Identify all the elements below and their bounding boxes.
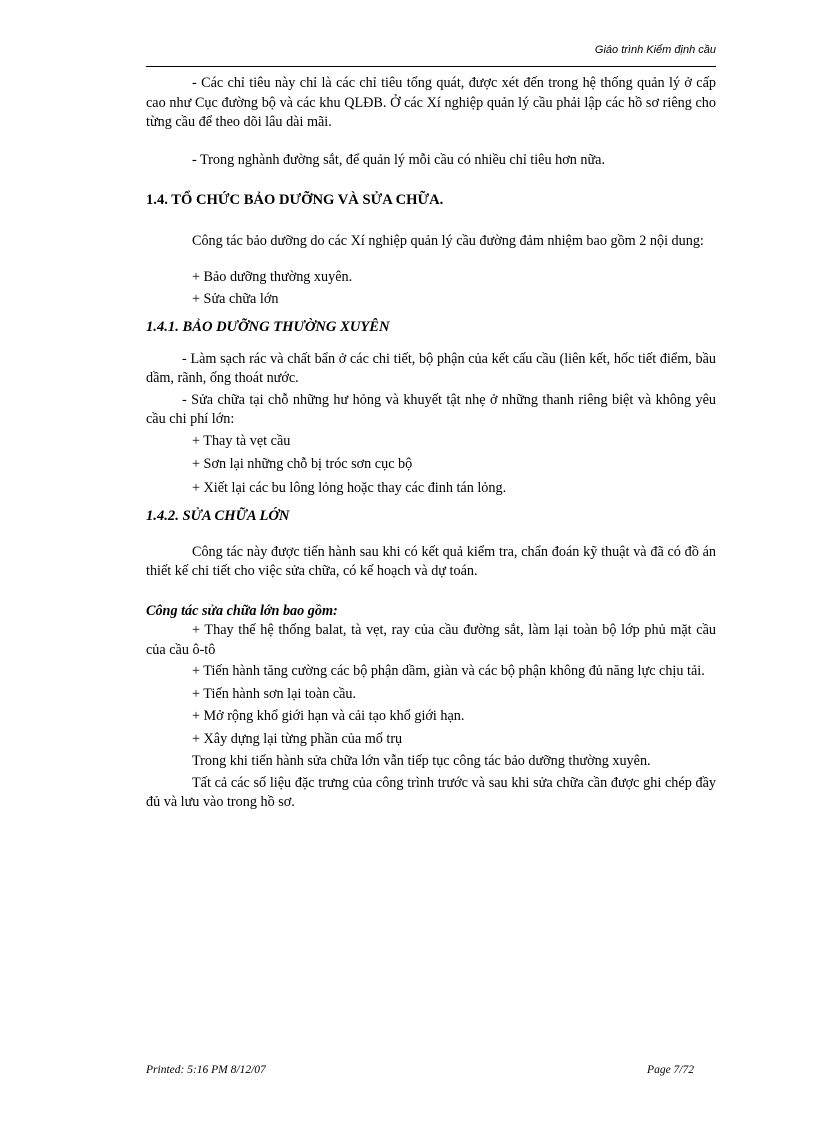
dash-item: - Sửa chữa tại chỗ những hư hỏng và khuyết tật nhẹ ở những thanh riêng biệt và không yêu cầu chi phí lớn: <box>146 391 716 427</box>
list-item: + Thay thế hệ thống balat, tà vẹt, ray của cầu đường sắt, làm lại toàn bộ lớp phủ mặt cầu của cầu ô-tô <box>146 622 716 658</box>
list-item: + Sửa chữa lớn <box>192 290 279 307</box>
subsection-heading: 1.4.2. SỬA CHỮA LỚN <box>146 508 290 524</box>
list-item: + Thay tà vẹt cầu <box>192 432 291 449</box>
bold-subheading: Công tác sửa chữa lớn bao gồm: <box>146 602 338 619</box>
list-item: + Xây dựng lại từng phần của mố trụ <box>192 730 403 747</box>
paragraph: - Các chỉ tiêu này chỉ là các chỉ tiêu tổng quát, được xét đến trong hệ thống quản lý ở cấp cao như Cục đường bộ và các khu QLĐB. Ở các Xí nghiệp quản lý cầu phải lập các hồ sơ riêng cho từng cầu để theo dõi lâu dài mãi. <box>146 75 716 130</box>
paragraph: Tất cả các số liệu đặc trưng của công trình trước và sau khi sửa chữa cần được ghi chép đầy đủ và lưu vào trong hồ sơ. <box>146 774 716 810</box>
paragraph: Công tác này được tiến hành sau khi có kết quả kiểm tra, chẩn đoán kỹ thuật và đã có đồ án thiết kế chi tiết cho việc sửa chữa, có kế hoạch và dự toán. <box>146 543 716 579</box>
paragraph: Công tác bảo dưỡng do các Xí nghiệp quản lý cầu đường đảm nhiệm bao gồm 2 nội dung: <box>192 232 704 249</box>
list-item: + Tiến hành sơn lại toàn cầu. <box>192 685 357 702</box>
printed-timestamp: Printed: 5:16 PM 8/12/07 <box>146 1064 266 1076</box>
header-title: Giáo trình Kiểm định cầu <box>594 44 716 56</box>
page-footer <box>146 1064 694 1076</box>
list-item: + Sơn lại những chỗ bị tróc sơn cục bộ <box>192 456 413 472</box>
list-item: + Xiết lại các bu lông lỏng hoặc thay các đinh tán lỏng. <box>192 479 507 496</box>
dash-item: - Làm sạch rác và chất bẩn ở các chi tiết, bộ phận của kết cấu cầu (liên kết, hốc tiết điểm, bầu dầm, rãnh, ống thoát nước. <box>146 350 716 386</box>
subsection-heading: 1.4.1. BẢO DƯỠNG THƯỜNG XUYÊN <box>146 319 390 335</box>
paragraph: - Trong nghành đường sắt, để quản lý mỗi cầu có nhiều chỉ tiêu hơn nữa. <box>192 151 605 168</box>
page-number: Page 7/72 <box>647 1064 694 1076</box>
header-rule <box>146 66 716 67</box>
document-body <box>146 74 716 813</box>
list-item: + Mở rộng khổ giới hạn và cải tạo khổ giới hạn. <box>192 708 465 724</box>
list-item: + Tiến hành tăng cường các bộ phận dầm, giàn và các bộ phận không đủ năng lực chịu tải. <box>192 663 705 679</box>
paragraph: Trong khi tiến hành sửa chữa lớn vẫn tiếp tục công tác bảo dưỡng thường xuyên. <box>192 753 651 769</box>
section-heading: 1.4. TỔ CHỨC BẢO DƯỠNG VÀ SỬA CHỮA. <box>146 192 444 208</box>
list-item: + Bảo dưỡng thường xuyên. <box>192 269 353 285</box>
